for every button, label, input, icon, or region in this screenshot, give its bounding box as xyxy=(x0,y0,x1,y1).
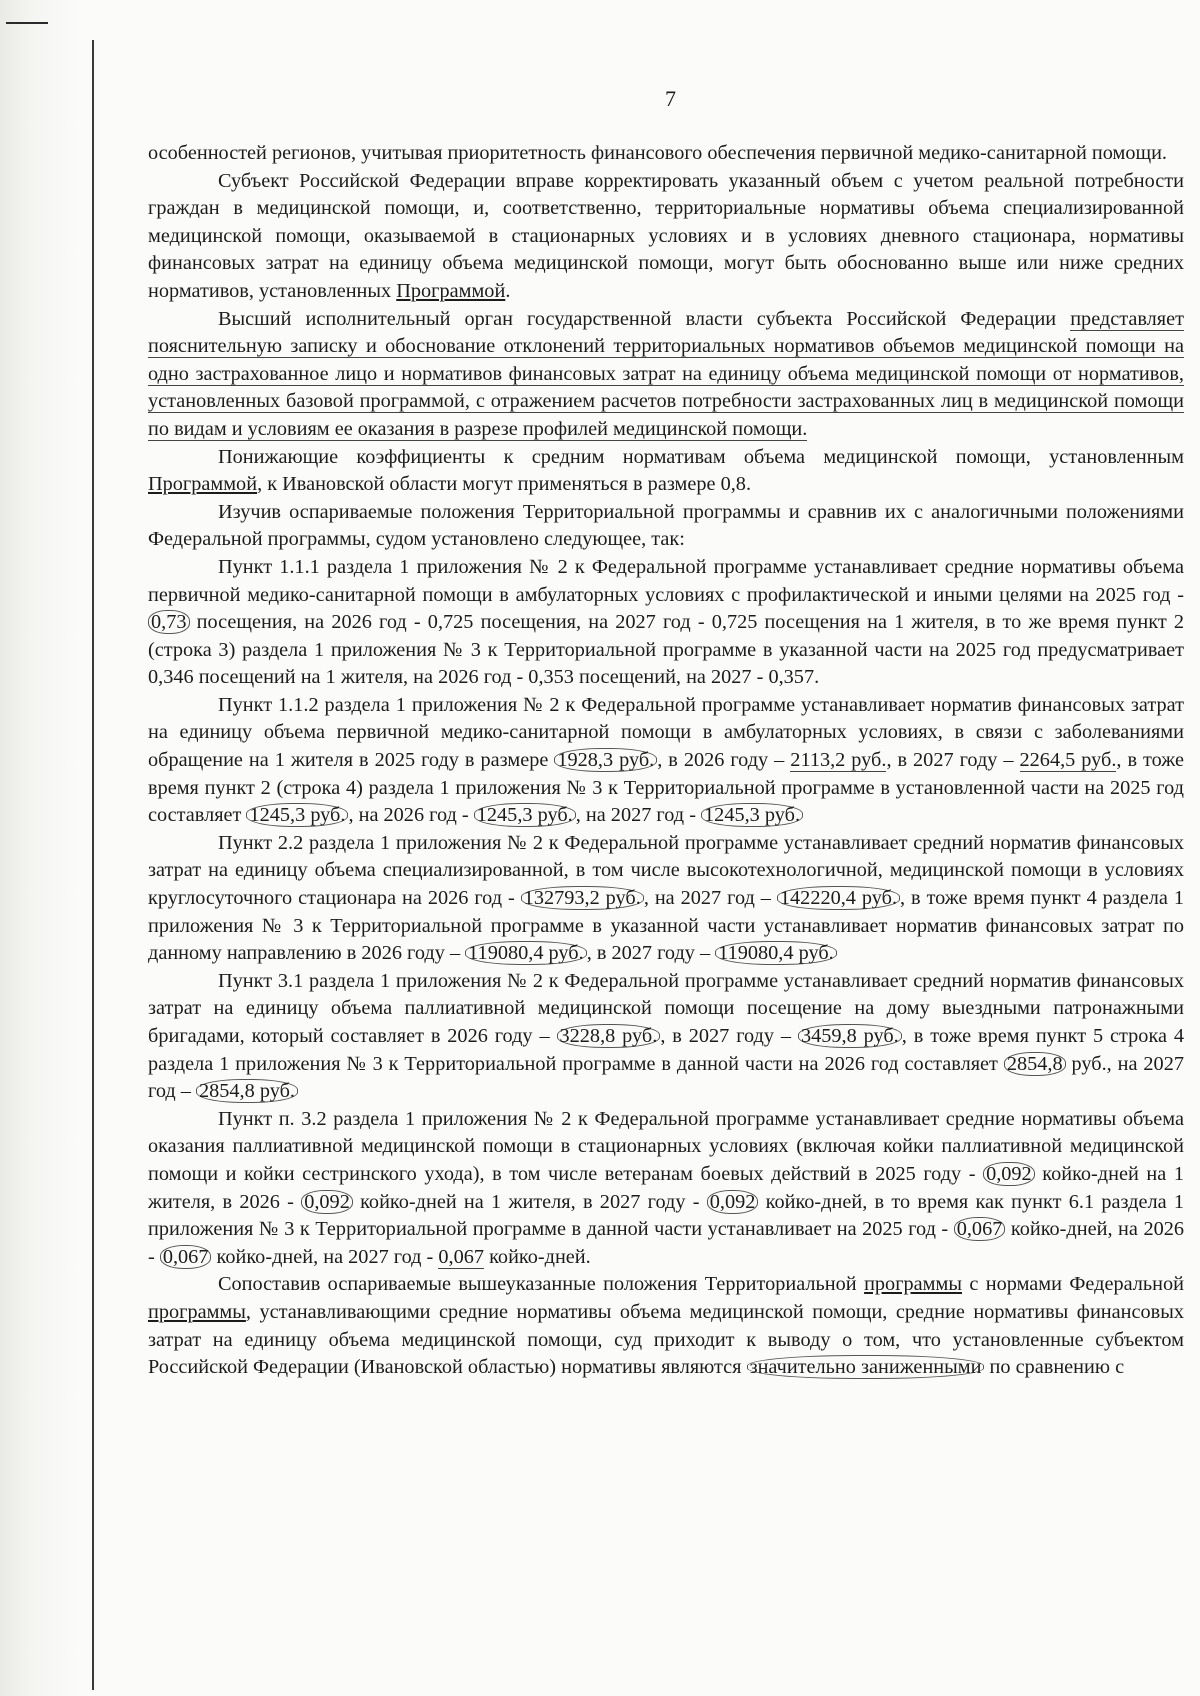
handwritten-circle: значительно заниженными xyxy=(747,1355,985,1379)
scan-edge-shadow xyxy=(0,0,78,1696)
handwritten-circle: 0,092 xyxy=(983,1162,1035,1186)
handwritten-circle: 0,092 xyxy=(707,1190,759,1214)
hyperlink-text: программы xyxy=(148,1300,246,1323)
text-run: , к Ивановской области могут применяться в размере 0,8. xyxy=(257,473,752,496)
hyperlink-text: Программой xyxy=(396,279,506,302)
handwritten-circle: 1245,3 руб. xyxy=(701,803,803,827)
text-run: , устанавливающими средние нормативы объема медицинской помощи, средние нормативы финансовых затрат на единицу объема медицинской помощи, суд приходит к выводу о том, что установленные субъектом Российской Федерации (Ивановской областью) нормативы являются xyxy=(148,1300,1184,1379)
text-run: койко-дней, на 2026 - xyxy=(148,1218,1185,1268)
paragraph xyxy=(148,554,1184,692)
handwritten-circle: 3459,8 руб. xyxy=(798,1024,902,1048)
handwritten-underline: представляет пояснительную записку и обоснование отклонений территориальных нормативов объемов медицинской помощи на одно застрахованное лицо и нормативов финансовых затрат на единицу объема медицинской помощи от нормативов, установленных базовой программой, с отражением расчетов потребности застрахованных лиц в медицинской помощи по видам и условиям ее оказания в разрезе профилей медицинской помощи. xyxy=(148,307,1184,440)
text-run: Пункт 3.1 раздела 1 приложения № 2 к Федеральной программе устанавливает средний норматив финансовых затрат на единицу объема паллиативной медицинской помощи посещение на дому выездными патронажными бригадами, который составляет в 2026 году – xyxy=(148,969,1184,1047)
text-run: Пункт п. 3.2 раздела 1 приложения № 2 к Федеральной программе устанавливает средние нормативы объема оказания паллиативной медицинской помощи в стационарных условиях (включая койки паллиативной медицинской помощи и койки сестринского ухода), в том числе ветеранам боевых действий в 2025 году - xyxy=(148,1107,1184,1185)
text-run: Субъект Российской Федерации вправе корректировать указанный объем с учетом реальной потребности граждан в медицинской помощи, и, соответственно, территориальные нормативы объема специализированной медицинской помощи, оказываемой в стационарных условиях и в условиях дневного стационара, нормативы финансовых затрат на единицу объема медицинской помощи, могут быть обоснованно выше или ниже средних нормативов, установленных xyxy=(148,169,1184,302)
text-run: , на 2027 год - xyxy=(575,804,702,827)
handwritten-underline: 0,067 xyxy=(438,1245,485,1268)
text-run: , на 2026 год - xyxy=(348,804,474,827)
handwritten-circle: 119080,4 руб. xyxy=(465,941,587,965)
text-run: койко-дней. xyxy=(484,1245,591,1268)
text-run: особенностей регионов, учитывая приоритетность финансового обеспечения первичной медико-санитарной помощи. xyxy=(148,142,1168,164)
text-run: , в 2026 году – xyxy=(657,749,791,772)
text-run: койко-дней, на 2027 год - xyxy=(211,1245,439,1268)
handwritten-underline: 2113,2 руб. xyxy=(790,749,887,772)
text-run: Понижающие коэффициенты к средним нормативам объема медицинской помощи, установленным xyxy=(218,445,1184,468)
text-run: койко-дней на 1 жителя, в 2026 - xyxy=(148,1162,1184,1213)
paragraph xyxy=(148,168,1184,306)
text-run: посещения, на 2026 год - 0,725 посещения, на 2027 год - 0,725 посещения на 1 жителя, в то же время пункт 2 (строка 3) раздела 1 приложения № 3 к Территориальной программе в указанной части на 2025 год предусматривает 0,346 посещений на 1 жителя, на 2026 год - 0,353 посещений, на 2027 - 0,357. xyxy=(148,611,1184,689)
scan-mark xyxy=(6,22,48,24)
handwritten-circle: 0,067 xyxy=(160,1245,212,1269)
text-run: , в 2027 году – xyxy=(660,1025,798,1047)
paragraph xyxy=(148,140,1184,168)
paragraph xyxy=(148,1271,1184,1381)
text-run: Пункт 1.1.1 раздела 1 приложения № 2 к Федеральной программе устанавливает средние нормативы объема первичной медико-санитарной помощи в амбулаторных условиях с профилактической и иными целями на 2025 год - xyxy=(148,555,1184,606)
text-run: Изучив оспариваемые положения Территориальной программы и сравнив их с аналогичными положениями Федеральной программы, судом установлено следующее, так: xyxy=(148,500,1184,551)
text-run: с нормами Федеральной xyxy=(961,1273,1184,1296)
handwritten-circle: 119080,4 руб. xyxy=(715,941,837,965)
text-run: , в тоже время пункт 5 строка 4 раздела 1 приложения № 3 к Территориальной программе в данной части на 2026 год составляет xyxy=(148,1025,1185,1075)
handwritten-circle: 2854,8 руб. xyxy=(196,1079,298,1103)
text-run: Пункт 1.1.2 раздела 1 приложения № 2 к Федеральной программе устанавливает норматив финансовых затрат на единицу объема первичной медико-санитарной помощи в амбулаторных условиях, в связи с заболеваниями обращение на 1 жителя в 2025 году в размере xyxy=(148,693,1184,772)
text-run: . xyxy=(505,279,511,302)
text-run: по сравнению с xyxy=(984,1356,1125,1379)
margin-line xyxy=(92,40,94,1690)
paragraph xyxy=(148,499,1184,554)
handwritten-circle: 132793,2 руб. xyxy=(521,886,644,910)
paragraph xyxy=(148,692,1184,830)
text-run: Пункт 2.2 раздела 1 приложения № 2 к Федеральной программе устанавливает средний норматив финансовых затрат на единицу объема специализированной, в том числе высокотехнологичной, медицинской помощи в условиях круглосуточного стационара на 2026 год - xyxy=(148,831,1184,910)
handwritten-circle: 1245,3 руб. xyxy=(246,803,348,827)
text-run: , в 2027 году – xyxy=(586,942,716,965)
page-number: 7 xyxy=(665,86,676,111)
text-run: Сопоставив оспариваемые вышеуказанные положения Территориальной xyxy=(218,1273,865,1296)
handwritten-circle: 1245,3 руб. xyxy=(474,803,576,827)
handwritten-circle: 3228,8 руб. xyxy=(557,1024,661,1048)
hyperlink-text: Программой xyxy=(148,473,258,496)
text-run: Высший исполнительный орган государственной власти субъекта Российской Федерации xyxy=(218,307,1071,330)
paragraph xyxy=(148,968,1184,1106)
paragraph xyxy=(148,1106,1184,1272)
paragraph xyxy=(148,306,1184,444)
paragraph xyxy=(148,444,1184,499)
text-run: койко-дней, в то время как пункт 6.1 раздела 1 приложения № 3 к Территориальной программе в данной части устанавливает на 2025 год - xyxy=(148,1190,1184,1241)
text-run: , в тоже время пункт 2 (строка 4) раздела 1 приложения № 3 к Территориальной программе в установленной части на 2025 год составляет xyxy=(148,749,1184,827)
hyperlink-text: программы xyxy=(864,1273,962,1296)
handwritten-circle: 0,067 xyxy=(954,1217,1006,1241)
document-body xyxy=(148,140,1184,1382)
text-run: , в 2027 году – xyxy=(886,749,1020,772)
text-run: , в тоже время пункт 4 раздела 1 приложения № 3 к Территориальной программе в указанной части устанавливает норматив финансовых затрат по данному направлению в 2026 году – xyxy=(148,887,1184,965)
text-run: руб., на 2027 год – xyxy=(148,1052,1184,1103)
handwritten-circle: 1928,3 руб. xyxy=(554,748,657,772)
paragraph xyxy=(148,830,1184,968)
text-run: , на 2027 год – xyxy=(643,887,777,910)
handwritten-underline: 2264,5 руб. xyxy=(1019,749,1117,772)
handwritten-circle: 0,092 xyxy=(301,1190,353,1214)
handwritten-circle: 2854,8 xyxy=(1004,1052,1066,1076)
handwritten-circle: 142220,4 руб. xyxy=(777,886,900,910)
handwritten-circle: 0,73 xyxy=(148,610,190,634)
text-run: койко-дней на 1 жителя, в 2027 году - xyxy=(352,1190,707,1213)
